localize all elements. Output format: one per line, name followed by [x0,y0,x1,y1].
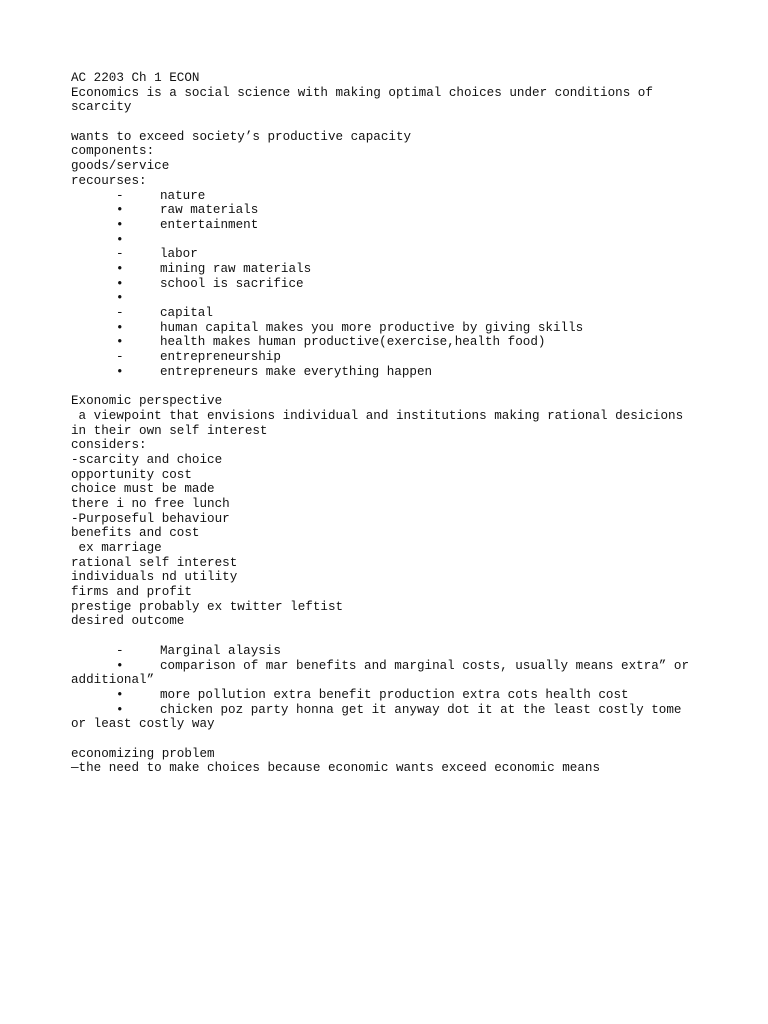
list-item [71,233,711,248]
blank-line [71,732,711,747]
considers-line: ex marriage [71,541,162,555]
considers-line: prestige probably ex twitter leftist [71,599,344,614]
list-item-continuation: additional” [71,673,155,688]
list-marker: • [116,658,124,673]
considers-line: there i no free lunch [71,496,230,511]
list-marker: • [116,702,124,717]
list-item [71,218,711,233]
list-item [71,688,711,703]
considers-line: individuals nd utility [71,570,238,585]
list-marker: • [116,217,124,232]
economizing-problem-title: economizing problem [71,746,215,761]
list-item-text: chicken poz party honna get it anyway dot it at the least costly tome [160,702,682,717]
list-marker: - [116,350,124,365]
considers-line: -Purposeful behaviour [71,511,230,526]
list-marker: - [116,306,124,320]
considers-line: choice must be made [71,482,215,497]
considers-line: benefits and cost [71,526,200,541]
considers-line: desired outcome [71,614,185,629]
list-marker: • [116,276,124,291]
list-marker: • [116,364,124,379]
resources-label: recourses: [71,173,147,188]
list-marker: • [116,291,124,306]
list-item-text: capital [160,306,213,320]
list-marker: • [116,203,124,218]
list-item-text: raw materials [160,203,259,218]
list-item [71,247,711,262]
list-item-text: health makes human productive(exercise,health food) [160,335,546,350]
list-item [71,262,711,277]
list-item-text: labor [160,247,198,262]
considers-line: opportunity cost [71,467,192,482]
list-marker: - [116,643,124,658]
list-item [71,291,711,306]
list-item [71,335,711,350]
doc-title: AC 2203 Ch 1 ECON [71,71,200,85]
definition-line-2: scarcity [71,100,132,115]
list-marker: • [116,335,124,350]
considers-line: rational self interest [71,555,238,570]
marginal-heading: Marginal alaysis [160,643,281,658]
resources-list [71,189,711,380]
list-marker: - [116,188,124,203]
list-marker: • [116,320,124,335]
list-item-text: entertainment [160,217,259,232]
list-item-text: entrepreneurs make everything happen [160,364,433,379]
considers-label: considers: [71,438,147,453]
list-item [71,350,711,365]
list-marker: • [116,261,124,276]
blank-line [71,629,711,644]
components-label: components: [71,144,155,159]
considers-line: firms and profit [71,585,192,600]
list-marker: - [116,247,124,262]
list-item-text: entrepreneurship [160,350,281,365]
list-marker: • [116,232,124,247]
list-item [71,189,711,204]
considers-list [71,453,711,629]
perspective-line-2: in their own self interest [71,423,268,438]
list-item [71,644,711,659]
document-page [71,71,711,776]
list-item-text: nature [160,188,206,203]
list-item [71,703,711,718]
list-item [71,365,711,380]
list-item-text: human capital makes you more productive by giving skills [160,320,584,335]
list-item-text: mining raw materials [160,261,312,276]
wants-line: wants to exceed society’s productive capacity [71,129,412,144]
list-item [71,659,711,674]
list-item [71,321,711,336]
list-item-continuation: or least costly way [71,717,215,732]
economizing-problem-definition: —the need to make choices because economic wants exceed economic means [71,761,601,776]
marginal-analysis-list [71,644,711,732]
perspective-title: Exonomic perspective [71,394,223,409]
list-item-text: comparison of mar benefits and marginal costs, usually means extra” or [160,658,690,673]
list-marker: • [116,687,124,702]
list-item-text: school is sacrifice [160,276,304,291]
blank-line [71,115,711,130]
list-item [71,277,711,292]
perspective-line-1: a viewpoint that envisions individual and institutions making rational desicions [71,408,684,423]
considers-line: -scarcity and choice [71,452,223,467]
goods-line: goods/service [71,159,170,174]
definition-line-1: Economics is a social science with making optimal choices under conditions of [71,85,653,100]
list-item [71,306,711,321]
list-item [71,203,711,218]
list-item-text: more pollution extra benefit production extra cots health cost [160,687,629,702]
blank-line [71,379,711,394]
